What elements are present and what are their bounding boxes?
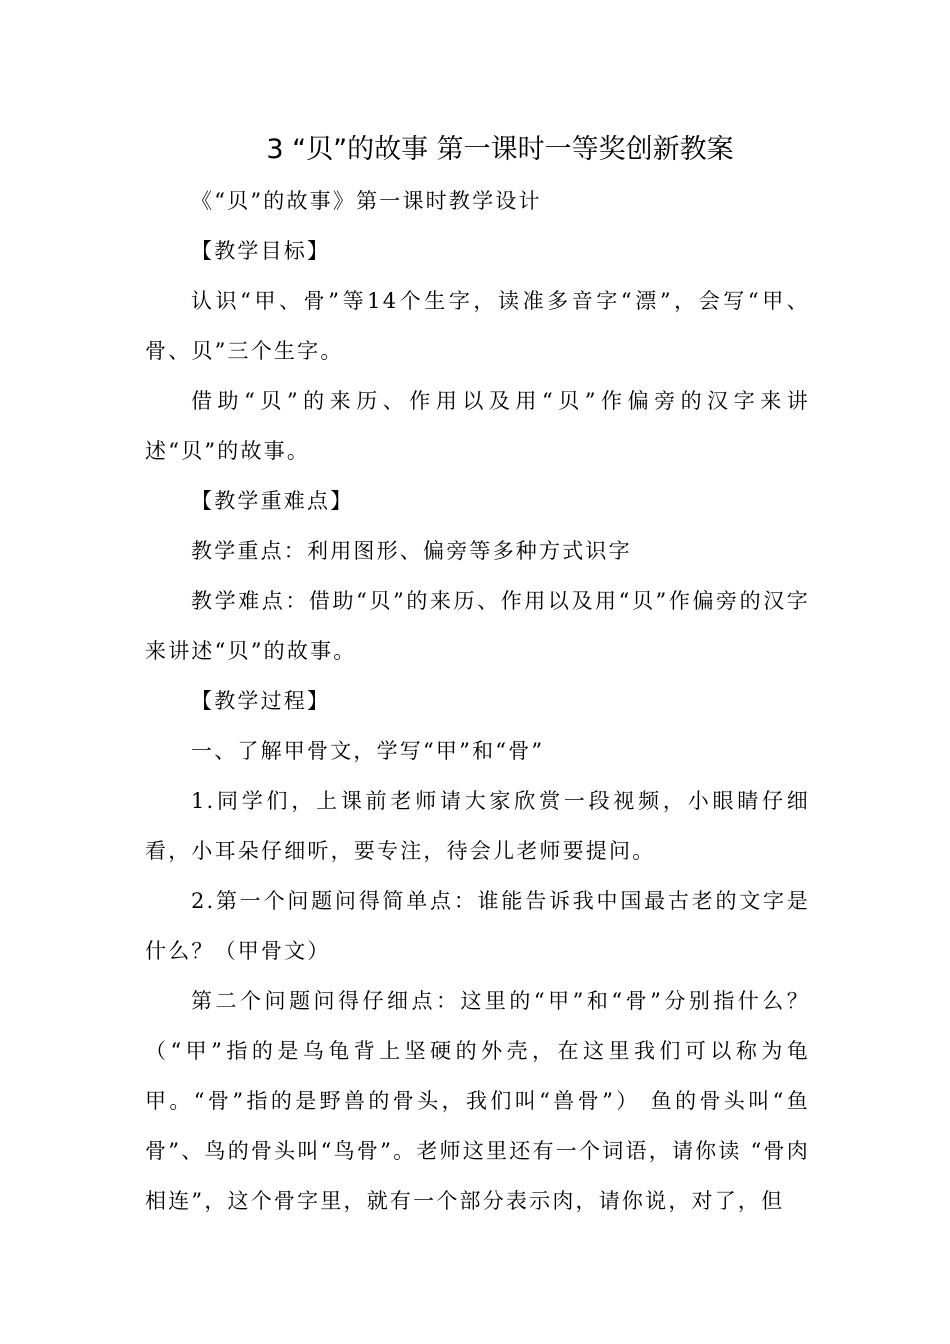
- section-heading-objectives: 【教学目标】: [191, 239, 331, 263]
- paragraph-difficult-point: 教学难点：借助“贝”的来历、作用以及用“贝”作偏旁的汉字来讲述“贝”的故事。: [145, 589, 810, 663]
- section-heading-key-points: 【教学重难点】: [191, 489, 354, 513]
- paragraph-step-1-heading: 一、了解甲骨文，学写“甲”和“骨”: [191, 739, 545, 763]
- paragraph-question-2: 第二个问题问得仔细点：这里的“甲”和“骨”分别指什么？（“甲”指的是乌龟背上坚硬的外壳，在这里我们可以称为龟甲。“骨”指的是野兽的骨头，我们叫“兽骨”） 鱼的骨头叫“鱼骨”、鸟的骨头叫“鸟骨”。老师这里还有一个词语，请你读 “骨肉相连”，这个骨字里，就有一个部分表示肉，请你说，对了，但: [145, 989, 810, 1213]
- section-heading-process: 【教学过程】: [191, 689, 331, 713]
- paragraph-design-heading: 《“贝”的故事》第一课时教学设计: [191, 189, 542, 213]
- paragraph-objective-1: 认识“甲、骨”等14个生字，读准多音字“漂”，会写“甲、骨、贝”三个生字。: [145, 289, 810, 363]
- document-title: 3 “贝”的故事 第一课时一等奖创新教案: [266, 134, 734, 165]
- paragraph-objective-2: 借助“贝”的来历、作用以及用“贝”作偏旁的汉字来讲述“贝”的故事。: [145, 389, 810, 463]
- paragraph-step-1-1: 1.同学们，上课前老师请大家欣赏一段视频，小眼睛仔细看，小耳朵仔细听，要专注，待会儿老师要提问。: [145, 789, 810, 863]
- paragraph-step-1-2: 2.第一个问题问得简单点：谁能告诉我中国最古老的文字是什么？（甲骨文）: [145, 889, 810, 963]
- paragraph-key-point: 教学重点：利用图形、偏旁等多种方式识字: [191, 539, 632, 563]
- document-body: [145, 176, 810, 1226]
